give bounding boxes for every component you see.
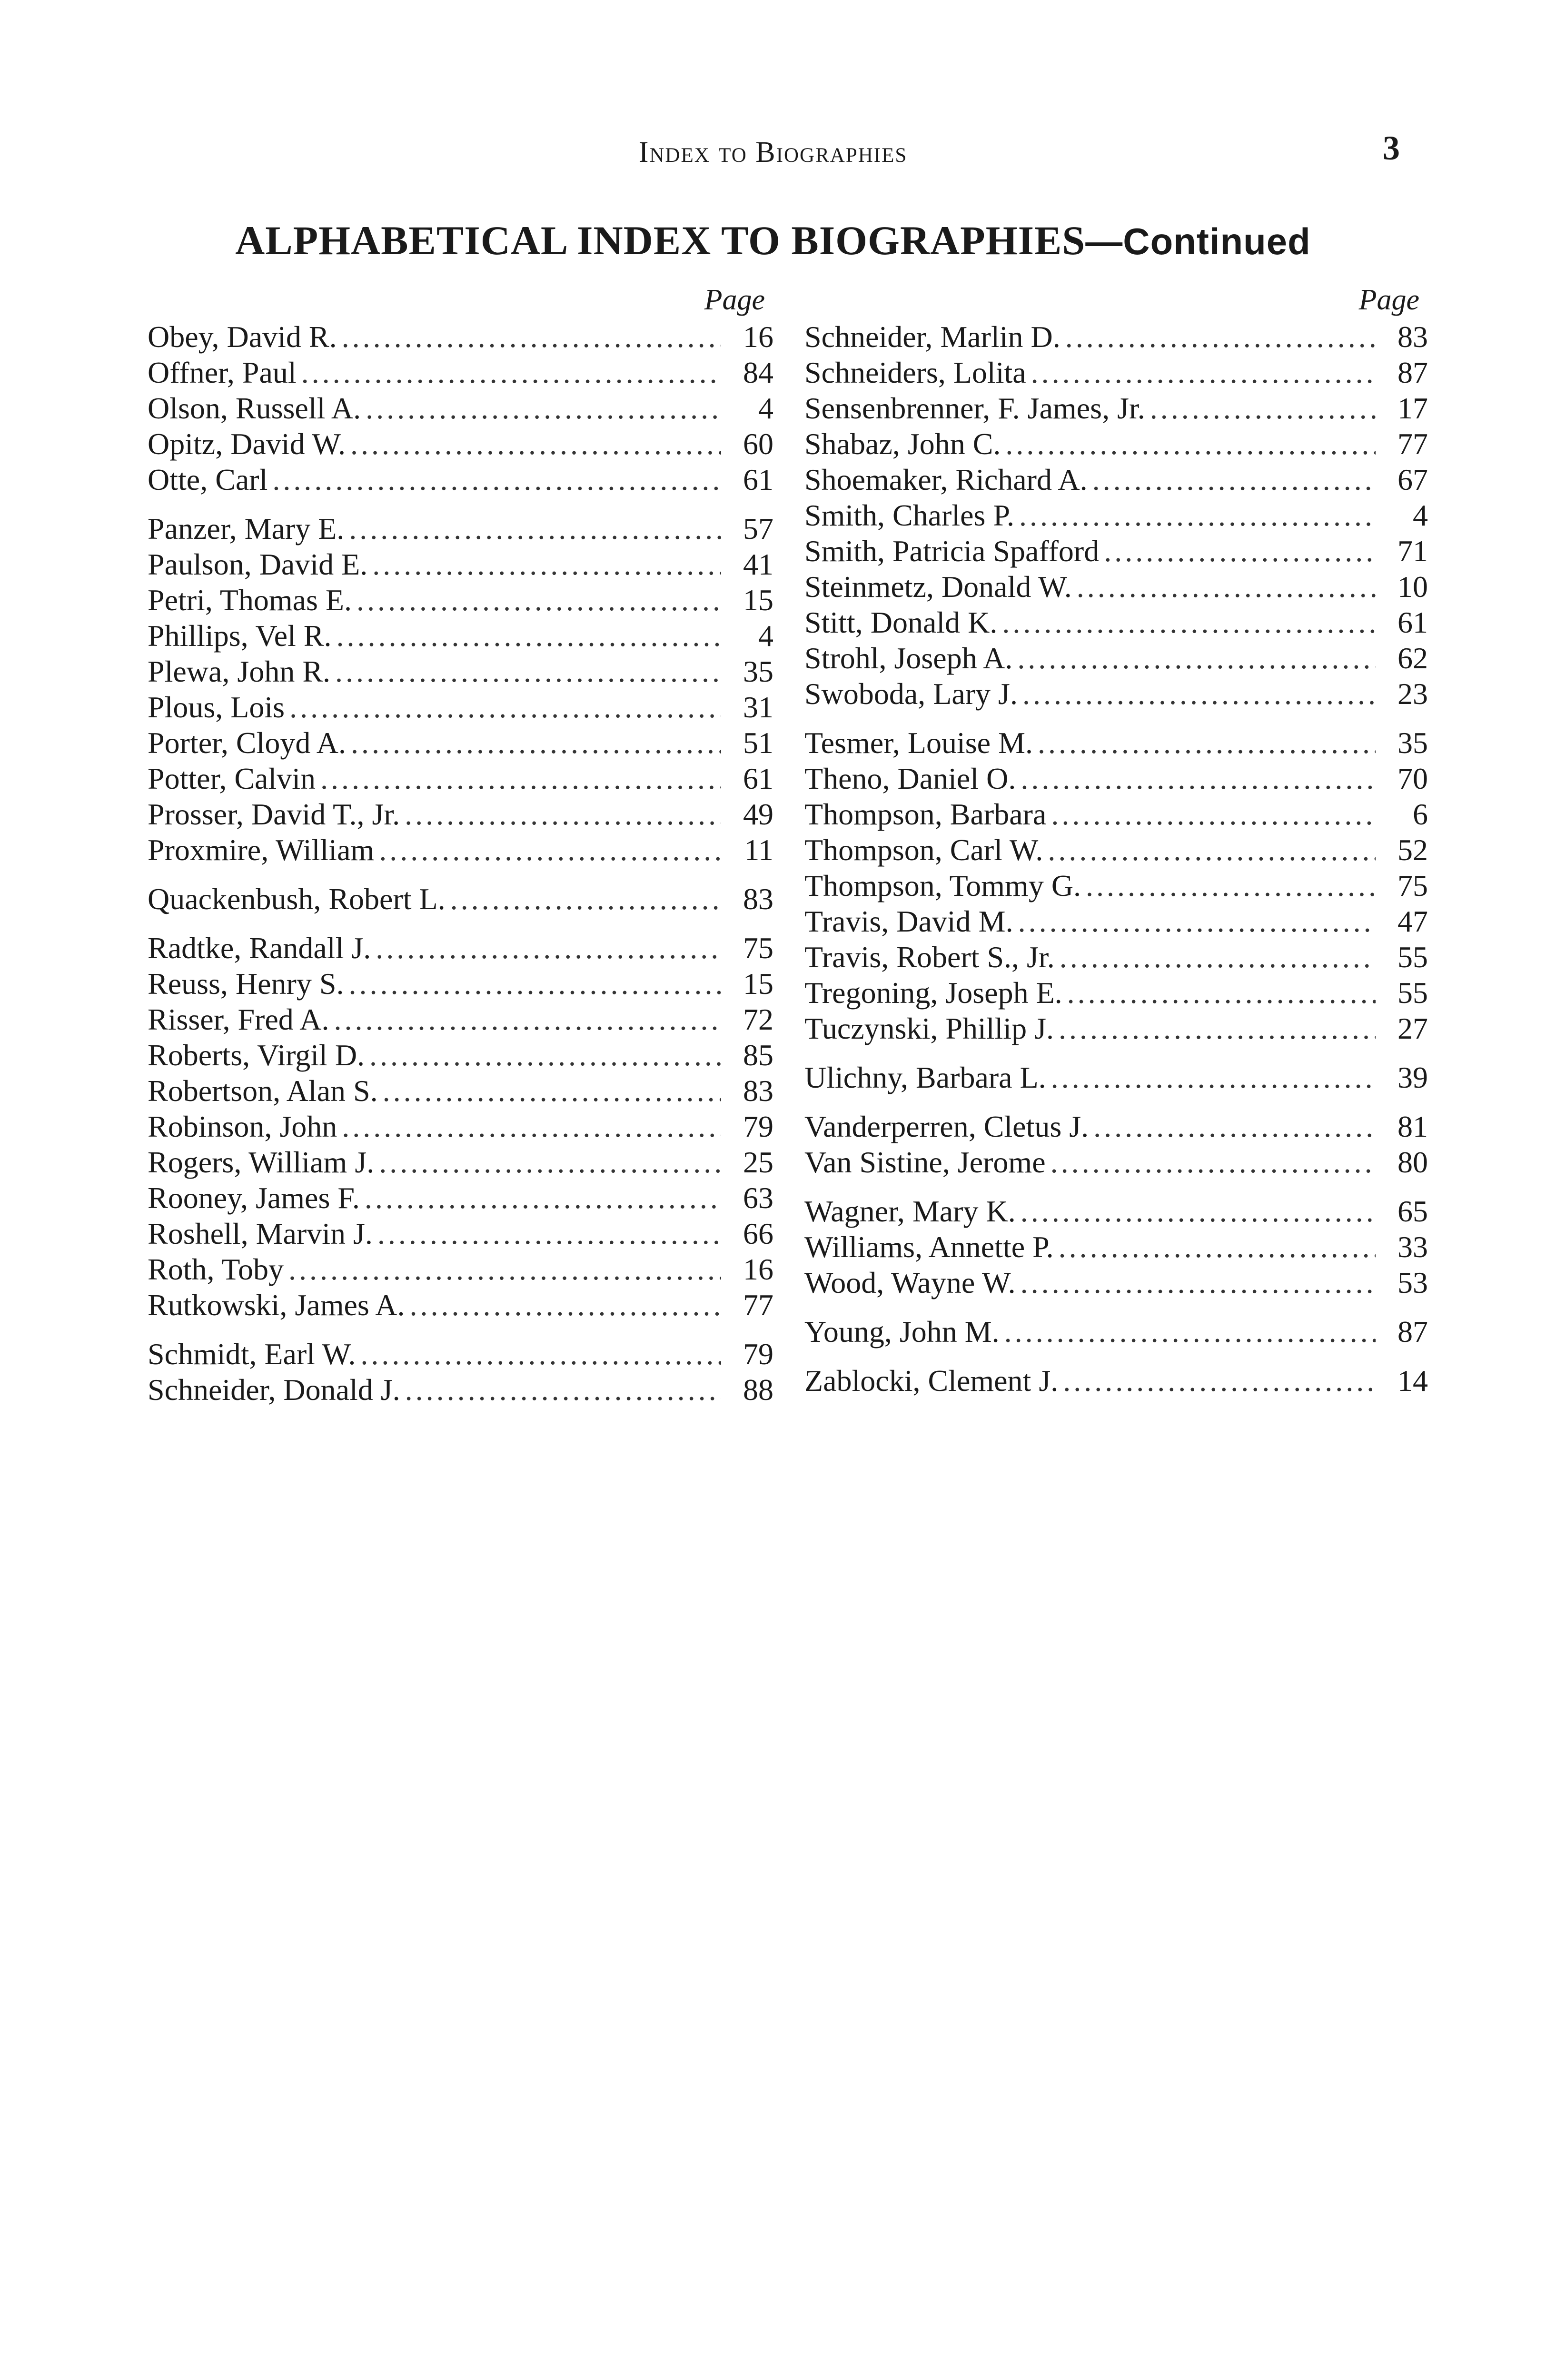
entry-page: 83: [1397, 320, 1428, 354]
entry-name: Wood, Wayne W.: [804, 1266, 1016, 1299]
dot-leader: [1086, 868, 1376, 903]
entry-page: 60: [743, 427, 773, 461]
dot-leader: [1005, 426, 1376, 462]
entry-page: 23: [1397, 677, 1428, 711]
entry-page: 62: [1397, 641, 1428, 675]
index-entry: [148, 582, 773, 618]
dot-leader: [1004, 1314, 1376, 1349]
index-entry: [804, 319, 1428, 355]
entry-name: Schmidt, Earl W.: [148, 1337, 356, 1371]
entry-page: 81: [1397, 1110, 1428, 1143]
index-entry: [148, 761, 773, 796]
dot-leader: [1048, 832, 1376, 868]
entry-name: Rooney, James F.: [148, 1181, 360, 1215]
index-entry: [804, 426, 1428, 462]
entry-page: 88: [743, 1373, 773, 1407]
entry-page: 80: [1397, 1145, 1428, 1179]
dot-leader: [1051, 796, 1376, 832]
entry-name: Tuczynski, Phillip J.: [804, 1012, 1054, 1045]
entry-name: Travis, Robert S., Jr.: [804, 940, 1055, 974]
entry-page: 16: [743, 320, 773, 354]
index-entry: [148, 426, 773, 462]
entry-page: 85: [743, 1038, 773, 1072]
entry-page: 77: [1397, 427, 1428, 461]
dot-leader: [351, 725, 721, 761]
entry-name: Risser, Fred A.: [148, 1002, 329, 1036]
entry-page: 84: [743, 356, 773, 389]
page-column-heading: Page: [1358, 284, 1419, 316]
dot-leader: [349, 511, 721, 546]
dot-leader: [405, 1372, 721, 1408]
entry-page: 15: [743, 583, 773, 617]
entry-page: 72: [743, 1002, 773, 1036]
dot-leader: [405, 796, 721, 832]
index-column-left: [148, 281, 773, 1408]
dot-leader: [350, 426, 721, 462]
dot-leader: [342, 1109, 721, 1144]
index-entry: [148, 390, 773, 426]
entry-name: Williams, Annette P.: [804, 1230, 1054, 1264]
entry-name: Smith, Patricia Spafford: [804, 534, 1100, 568]
entry-name: Porter, Cloyd A.: [148, 726, 346, 760]
dot-leader: [1059, 1011, 1376, 1046]
entry-name: Zablocki, Clement J.: [804, 1364, 1059, 1398]
dot-leader: [335, 654, 721, 689]
index-column-right: [804, 281, 1428, 1398]
index-entry: [148, 1336, 773, 1372]
dot-leader: [450, 881, 721, 917]
entry-page: 63: [743, 1181, 773, 1215]
entry-page: 71: [1397, 534, 1428, 568]
index-entry: [804, 1363, 1428, 1398]
dot-leader: [1038, 725, 1376, 761]
entry-name: Paulson, David E.: [148, 547, 368, 581]
entry-page: 49: [743, 797, 773, 831]
dot-leader: [1051, 1060, 1376, 1095]
index-entry: [148, 1251, 773, 1287]
entry-page: 39: [1397, 1061, 1428, 1094]
index-entry: [804, 832, 1428, 868]
dot-leader: [1017, 640, 1376, 676]
dot-leader: [334, 1002, 721, 1037]
index-entry: [148, 689, 773, 725]
index-entry: [804, 462, 1428, 497]
entry-name: Steinmetz, Donald W.: [804, 570, 1072, 604]
index-entry: [804, 1229, 1428, 1265]
entry-name: Schneider, Marlin D.: [804, 320, 1060, 354]
entry-page: 6: [1413, 797, 1428, 831]
entry-name: Radtke, Randall J.: [148, 931, 371, 965]
entry-page: 17: [1397, 391, 1428, 425]
entry-page: 4: [758, 619, 773, 653]
dot-leader: [1067, 975, 1376, 1011]
index-entry: [804, 1193, 1428, 1229]
entry-name: Panzer, Mary E.: [148, 512, 345, 545]
index-entry: [804, 1109, 1428, 1144]
dot-leader: [366, 390, 721, 426]
entry-page: 33: [1397, 1230, 1428, 1264]
entry-page: 53: [1397, 1266, 1428, 1299]
entry-name: Stitt, Donald K.: [804, 605, 998, 639]
entry-page: 52: [1397, 833, 1428, 867]
page-number: 3: [1383, 129, 1400, 167]
index-title: [0, 217, 1546, 264]
dot-leader: [369, 1037, 721, 1073]
entry-page: 83: [743, 882, 773, 916]
index-entry: [148, 1180, 773, 1216]
dot-leader: [336, 618, 721, 654]
index-entry: [804, 1011, 1428, 1046]
entry-name: Schneider, Donald J.: [148, 1373, 400, 1407]
index-entry: [804, 533, 1428, 569]
entry-list: [804, 319, 1428, 1398]
dot-leader: [377, 1216, 721, 1251]
entry-page: 87: [1397, 356, 1428, 389]
entry-page: 65: [1397, 1194, 1428, 1228]
dot-leader: [1050, 1144, 1376, 1180]
index-entry: [148, 725, 773, 761]
index-entry: [148, 1037, 773, 1073]
entry-page: 35: [1397, 726, 1428, 760]
dot-leader: [1104, 533, 1376, 569]
dot-leader: [365, 1180, 721, 1216]
entry-name: Shoemaker, Richard A.: [804, 463, 1088, 496]
index-entry: [148, 1216, 773, 1251]
dot-leader: [1031, 355, 1376, 390]
entry-page: 57: [743, 512, 773, 545]
entry-page: 31: [743, 690, 773, 724]
index-entry: [148, 1287, 773, 1323]
entry-name: Proxmire, William: [148, 833, 375, 867]
dot-leader: [1021, 761, 1376, 796]
entry-page: 87: [1397, 1315, 1428, 1349]
entry-page: 61: [743, 463, 773, 496]
index-entry: [804, 676, 1428, 712]
entry-page: 4: [1413, 498, 1428, 532]
index-entry: [148, 654, 773, 689]
entry-name: Quackenbush, Robert L.: [148, 882, 446, 916]
entry-name: Roberts, Virgil D.: [148, 1038, 365, 1072]
entry-name: Shabaz, John C.: [804, 427, 1001, 461]
dot-leader: [1018, 903, 1376, 939]
entry-name: Offner, Paul: [148, 356, 297, 389]
entry-page: 61: [1397, 605, 1428, 639]
entry-name: Phillips, Vel R.: [148, 619, 332, 653]
running-head: Index to Biographies: [638, 136, 908, 169]
entry-name: Robertson, Alan S.: [148, 1074, 378, 1108]
entry-page: 55: [1397, 976, 1428, 1010]
index-entry: [804, 761, 1428, 796]
entry-name: Plous, Lois: [148, 690, 285, 724]
entry-page: 77: [743, 1288, 773, 1322]
index-entry: [148, 1073, 773, 1109]
index-entry: [148, 319, 773, 355]
entry-page: 83: [743, 1074, 773, 1108]
entry-name: Rogers, William J.: [148, 1145, 375, 1179]
entry-name: Swoboda, Lary J.: [804, 677, 1018, 711]
entry-name: Rutkowski, James A.: [148, 1288, 405, 1322]
dot-leader: [289, 689, 721, 725]
entry-name: Potter, Calvin: [148, 762, 316, 795]
entry-page: 55: [1397, 940, 1428, 974]
entry-name: Olson, Russell A.: [148, 391, 361, 425]
entry-page: 35: [743, 654, 773, 688]
dot-leader: [1060, 939, 1376, 975]
entry-page: 51: [743, 726, 773, 760]
entry-name: Thompson, Barbara: [804, 797, 1047, 831]
index-entry: [148, 930, 773, 966]
entry-name: Tesmer, Louise M.: [804, 726, 1033, 760]
entry-name: Robinson, John: [148, 1110, 337, 1143]
index-entry: [804, 640, 1428, 676]
entry-page: 79: [743, 1110, 773, 1143]
dot-leader: [409, 1287, 721, 1323]
dot-leader: [1065, 319, 1376, 355]
entry-name: Thompson, Tommy G.: [804, 869, 1081, 902]
index-entry: [148, 462, 773, 497]
entry-name: Strohl, Joseph A.: [804, 641, 1013, 675]
dot-leader: [1022, 676, 1376, 712]
page-column-heading: Page: [704, 284, 765, 316]
index-entry: [804, 868, 1428, 903]
index-entry: [804, 569, 1428, 605]
entry-name: Obey, David R.: [148, 320, 337, 354]
entry-name: Reuss, Henry S.: [148, 967, 344, 1001]
index-entry: [148, 511, 773, 546]
index-title-text: ALPHABETICAL INDEX TO BIOGRAPHIES: [235, 218, 1086, 263]
dot-leader: [383, 1073, 721, 1109]
dot-leader: [320, 761, 721, 796]
entry-page: 47: [1397, 904, 1428, 938]
entry-list: [148, 319, 773, 1408]
index-entry: [148, 546, 773, 582]
index-entry: [804, 939, 1428, 975]
entry-page: 79: [743, 1337, 773, 1371]
entry-page: 70: [1397, 762, 1428, 795]
index-entry: [148, 1372, 773, 1408]
index-entry: [804, 390, 1428, 426]
dot-leader: [1150, 390, 1376, 426]
entry-name: Ulichny, Barbara L.: [804, 1061, 1046, 1094]
dot-leader: [348, 966, 721, 1002]
dot-leader: [1063, 1363, 1376, 1398]
index-entry: [148, 1002, 773, 1037]
entry-name: Prosser, David T., Jr.: [148, 797, 400, 831]
entry-page: 25: [743, 1145, 773, 1179]
dot-leader: [272, 462, 721, 497]
dot-leader: [342, 319, 721, 355]
dot-leader: [1093, 1109, 1376, 1144]
entry-page: 4: [758, 391, 773, 425]
index-entry: [804, 796, 1428, 832]
index-entry: [804, 975, 1428, 1011]
dot-leader: [1021, 1265, 1376, 1300]
dot-leader: [1021, 1193, 1376, 1229]
dot-leader: [301, 355, 721, 390]
index-entry: [804, 497, 1428, 533]
entry-name: Otte, Carl: [148, 463, 268, 496]
dot-leader: [1092, 462, 1376, 497]
entry-name: Roth, Toby: [148, 1252, 284, 1286]
entry-page: 75: [743, 931, 773, 965]
dot-leader: [372, 546, 721, 582]
entry-name: Schneiders, Lolita: [804, 356, 1026, 389]
index-entry: [804, 1060, 1428, 1095]
index-entry: [148, 881, 773, 917]
dot-leader: [379, 1144, 721, 1180]
dot-leader: [288, 1251, 721, 1287]
entry-page: 16: [743, 1252, 773, 1286]
index-entry: [804, 725, 1428, 761]
entry-name: Plewa, John R.: [148, 654, 330, 688]
dot-leader: [360, 1336, 721, 1372]
entry-page: 41: [743, 547, 773, 581]
index-entry: [148, 618, 773, 654]
entry-page: 75: [1397, 869, 1428, 902]
entry-name: Travis, David M.: [804, 904, 1013, 938]
entry-page: 14: [1397, 1364, 1428, 1398]
index-entry: [804, 903, 1428, 939]
dot-leader: [357, 582, 721, 618]
index-entry: [148, 966, 773, 1002]
entry-name: Sensenbrenner, F. James, Jr.: [804, 391, 1145, 425]
dot-leader: [376, 930, 721, 966]
index-entry: [804, 355, 1428, 390]
entry-name: Thompson, Carl W.: [804, 833, 1043, 867]
entry-name: Tregoning, Joseph E.: [804, 976, 1062, 1010]
index-entry: [804, 1144, 1428, 1180]
index-entry: [804, 1265, 1428, 1300]
continued-label: —Continued: [1085, 220, 1311, 262]
entry-page: 66: [743, 1217, 773, 1250]
entry-name: Van Sistine, Jerome: [804, 1145, 1046, 1179]
entry-name: Roshell, Marvin J.: [148, 1217, 373, 1250]
entry-page: 10: [1397, 570, 1428, 604]
entry-name: Young, John M.: [804, 1315, 1000, 1349]
entry-page: 67: [1397, 463, 1428, 496]
index-entry: [148, 1109, 773, 1144]
index-entry: [148, 832, 773, 868]
index-entry: [804, 1314, 1428, 1349]
dot-leader: [1059, 1229, 1376, 1265]
entry-name: Smith, Charles P.: [804, 498, 1014, 532]
entry-page: 15: [743, 967, 773, 1001]
entry-name: Petri, Thomas E.: [148, 583, 352, 617]
dot-leader: [379, 832, 721, 868]
dot-leader: [1002, 605, 1376, 640]
index-entry: [148, 796, 773, 832]
dot-leader: [1077, 569, 1376, 605]
entry-page: 61: [743, 762, 773, 795]
entry-name: Opitz, David W.: [148, 427, 346, 461]
entry-page: 27: [1397, 1012, 1428, 1045]
index-entry: [804, 605, 1428, 640]
entry-name: Wagner, Mary K.: [804, 1194, 1016, 1228]
index-entry: [148, 1144, 773, 1180]
entry-page: 11: [744, 833, 773, 867]
entry-name: Theno, Daniel O.: [804, 762, 1016, 795]
index-entry: [148, 355, 773, 390]
entry-name: Vanderperren, Cletus J.: [804, 1110, 1089, 1143]
dot-leader: [1019, 497, 1376, 533]
